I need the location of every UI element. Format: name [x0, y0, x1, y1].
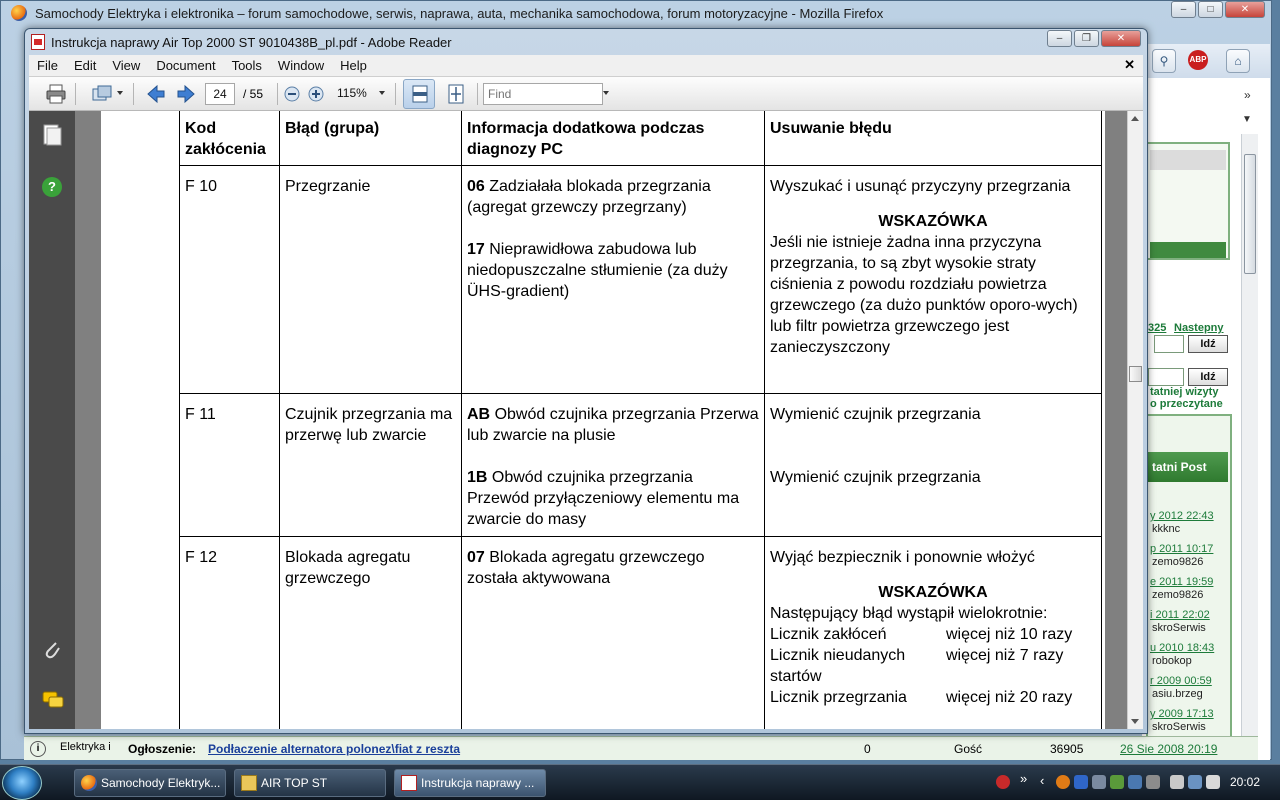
bluetooth-icon[interactable]: [1074, 775, 1088, 789]
adobe-reader-window: [24, 28, 1148, 734]
last-post-user[interactable]: skroSerwis: [1152, 622, 1206, 634]
hint-text: Następujący błąd wystąpił wielokrotnie:: [770, 605, 1048, 622]
device-icon[interactable]: [1110, 775, 1124, 789]
column-header: Błąd (grupa): [280, 111, 462, 166]
table-row: [180, 394, 1102, 537]
fit-width-button[interactable]: [403, 79, 435, 109]
zoom-in-icon[interactable]: [305, 83, 327, 105]
hint-title: WSKAZÓWKA: [878, 213, 988, 230]
help-icon[interactable]: ?: [42, 177, 62, 197]
hint-title: WSKAZÓWKA: [878, 584, 988, 601]
last-post-date-link[interactable]: y 2009 17:13: [1150, 708, 1214, 720]
error-code: F 12: [180, 537, 280, 730]
find-dropdown-icon[interactable]: [603, 91, 609, 95]
spacer: [467, 446, 759, 467]
diagnostic-code: 07: [467, 549, 485, 566]
last-post-user[interactable]: asiu.brzeg: [1152, 688, 1203, 700]
chevron-down-icon[interactable]: ▼: [1242, 114, 1252, 125]
diagnostic-code: 17: [467, 241, 485, 258]
toolbar-overflow-icon[interactable]: »: [1244, 88, 1251, 102]
network-adapter-icon[interactable]: [1092, 775, 1106, 789]
firefox-scrollbar-thumb[interactable]: [1244, 154, 1256, 274]
page-jump-input[interactable]: [1154, 335, 1184, 353]
last-post-date-link[interactable]: i 2011 22:02: [1150, 609, 1210, 621]
firefox-logo-icon: [11, 5, 27, 21]
toolbar-separator: [75, 83, 76, 105]
go-button-2[interactable]: Idź: [1188, 368, 1228, 386]
taskbar: [0, 764, 1280, 800]
minimize-button[interactable]: –: [1171, 1, 1196, 18]
attachments-icon[interactable]: [42, 637, 62, 661]
error-group: Przegrzanie: [280, 166, 462, 394]
firefox-title-bar[interactable]: [1, 1, 1271, 25]
menu-edit[interactable]: Edit: [73, 58, 97, 73]
table-row: [180, 166, 1102, 394]
scroll-up-icon[interactable]: [1131, 116, 1139, 121]
document-scrollbar[interactable]: [1127, 111, 1143, 729]
toolbar-separator: [477, 83, 478, 105]
tray-overflow-icon[interactable]: »: [1020, 771, 1028, 786]
error-code: F 11: [180, 394, 280, 537]
firefox-window-controls: [1171, 1, 1265, 18]
volume-icon[interactable]: [1206, 775, 1220, 789]
diagnostic-code: 06: [467, 178, 485, 195]
comments-icon[interactable]: [41, 689, 65, 711]
counter-line: [770, 645, 1096, 687]
search-box-input[interactable]: [1148, 368, 1184, 386]
go-button[interactable]: Idź: [1188, 335, 1228, 353]
reader-menu-bar: [29, 55, 1143, 77]
reader-window-controls: [1047, 30, 1141, 47]
counter-line: [770, 624, 1096, 645]
last-post-user[interactable]: skroSerwis: [1152, 721, 1206, 733]
announcement-link[interactable]: Podłaczenie alternatora polonez\fiat z reszta: [208, 742, 461, 756]
last-post-user[interactable]: kkknc: [1152, 523, 1181, 535]
search-icon[interactable]: ⚲: [1152, 49, 1176, 73]
clock[interactable]: 20:02: [1229, 775, 1260, 789]
announcement-label: Ogłoszenie:: [128, 742, 197, 756]
last-post-date[interactable]: 26 Sie 2008 20:19: [1120, 742, 1218, 756]
column-header: Usuwanie błędu: [765, 111, 1102, 166]
error-group: Blokada agregatu grzewczego: [280, 537, 462, 730]
reader-close-button[interactable]: ✕: [1101, 30, 1141, 47]
hint-text: Jeśli nie istnieje żadna inna przyczyna przegrzania, to są zbyt wysokie straty ciśnienia z powodu rozdziału powietrza grzewczego (za dużo punktów oporo-wych) lub filtr powietrza grzewczego jest zanieczyszczony: [770, 234, 1078, 356]
system-tray: [990, 765, 1280, 800]
forum-name[interactable]: Elektryka i: [60, 741, 111, 753]
counter-value: więcej niż 7 razy: [946, 647, 1064, 664]
previous-page-icon[interactable]: [145, 83, 167, 105]
fix-text: Wyjąć bezpiecznik i ponownie włożyć: [770, 549, 1035, 566]
close-button[interactable]: ✕: [1225, 1, 1265, 18]
diagnostic-text: Obwód czujnika przegrzania Przerwa lub zwarcie na plusie: [467, 406, 759, 444]
network-icon[interactable]: [1188, 775, 1202, 789]
pages-icon[interactable]: [42, 123, 62, 147]
firefox-window-title: Samochody Elektryka i elektronika – forum samochodowe, serwis, naprawa, auta, mechanika samochodowa, forum motoryzacyjne - Mozilla Firefox: [35, 5, 884, 21]
zoom-level[interactable]: 115%: [337, 86, 367, 100]
menu-window[interactable]: Window: [277, 58, 325, 73]
fix-instructions: [765, 166, 1102, 394]
counter-line: [770, 687, 1096, 708]
mark-read-link[interactable]: o przeczytane: [1150, 398, 1223, 410]
taskbar-item-reader[interactable]: [394, 769, 546, 797]
pdf-file-icon: [31, 34, 45, 50]
table-header-row: [180, 111, 1102, 166]
error-code: F 10: [180, 166, 280, 394]
zoom-out-icon[interactable]: [281, 83, 303, 105]
firefox-logo-icon: [81, 775, 97, 791]
last-post-date-link[interactable]: e 2011 19:59: [1150, 576, 1214, 588]
last-post-date-link[interactable]: p 2011 10:17: [1150, 543, 1214, 555]
diagnostic-text: Obwód czujnika przegrzania Przewód przyłączeniowy elementu ma zwarcie do masy: [467, 469, 740, 528]
update-icon[interactable]: [1056, 775, 1070, 789]
error-group: Czujnik przegrzania ma przerwę lub zwarcie: [280, 394, 462, 537]
toolbar-separator: [133, 83, 134, 105]
diagnostic-code: 1B: [467, 469, 488, 486]
folder-icon: [241, 775, 257, 791]
last-post-user[interactable]: robokop: [1152, 655, 1192, 667]
topic-author: Gość: [954, 742, 983, 756]
zoom-dropdown-icon[interactable]: [379, 91, 385, 95]
reader-minimize-button[interactable]: –: [1047, 30, 1072, 47]
menu-file[interactable]: File: [37, 58, 58, 73]
error-code-table: [179, 111, 1102, 729]
adblock-icon[interactable]: ABP: [1188, 50, 1208, 70]
pager-next-link[interactable]: Nastepny: [1174, 322, 1224, 334]
diagnostic-text: Nieprawidłowa zabudowa lub niedopuszczalne stłumienie (za duży ÜHS-gradient): [467, 241, 728, 300]
reader-toolbar: [29, 77, 1143, 111]
diagnostic-info: [462, 537, 765, 730]
firefox-scrollbar[interactable]: [1241, 134, 1258, 760]
diagnostic-text: Zadziałała blokada przegrzania (agregat grzewczy przegrzany): [467, 178, 711, 216]
taskbar-item-firefox[interactable]: [74, 769, 226, 797]
fit-page-icon[interactable]: [445, 83, 467, 105]
views-count: 36905: [1050, 742, 1084, 756]
counter-value: więcej niż 10 razy: [946, 626, 1073, 643]
pager-number-link[interactable]: 325: [1148, 322, 1167, 334]
pdf-page: [101, 111, 1105, 729]
menu-help[interactable]: Help: [340, 58, 367, 73]
taskbar-item-label: AIR TOP ST: [261, 776, 328, 790]
forum-box-header: [1150, 150, 1226, 170]
forum-topic-row: [24, 736, 1258, 760]
fix-instructions: [765, 537, 1102, 730]
menu-document[interactable]: Document: [156, 58, 216, 73]
fix-text: Wymienić czujnik przegrzania: [770, 469, 981, 486]
collaborate-dropdown-icon[interactable]: [117, 91, 123, 95]
taskbar-item-label: Instrukcja naprawy ...: [421, 776, 535, 790]
pdf-file-icon: [401, 775, 417, 791]
last-post-date-link[interactable]: r 2009 00:59: [1150, 675, 1212, 687]
wireless-icon[interactable]: [1128, 775, 1142, 789]
last-post-user[interactable]: zemo9826: [1152, 556, 1204, 568]
tray-expand-icon[interactable]: ‹: [1040, 773, 1045, 788]
gadget-icon[interactable]: [1146, 775, 1160, 789]
menu-tools[interactable]: Tools: [231, 58, 262, 73]
fix-instructions: [765, 394, 1102, 537]
diagnostic-code: AB: [467, 406, 491, 423]
replies-count: 0: [864, 742, 871, 756]
battery-icon[interactable]: [1170, 775, 1184, 789]
diagnostic-text: Blokada agregatu grzewczego została aktywowana: [467, 549, 705, 587]
print-icon[interactable]: [45, 83, 67, 105]
counter-value: więcej niż 20 razy: [946, 689, 1073, 706]
toolbar-separator: [395, 83, 396, 105]
spacer: [467, 218, 759, 239]
diagnostic-info: [462, 166, 765, 394]
home-icon[interactable]: ⌂: [1226, 49, 1250, 73]
last-post-date-link[interactable]: y 2012 22:43: [1150, 510, 1214, 522]
column-header: Kod zakłócenia: [180, 111, 280, 166]
reader-window-title: Instrukcja naprawy Air Top 2000 ST 9010438B_pl.pdf - Adobe Reader: [51, 34, 452, 50]
info-icon: i: [30, 741, 46, 757]
toolbar-separator: [277, 83, 278, 105]
document-view[interactable]: [75, 111, 1127, 729]
forum-box-bar: [1150, 242, 1226, 258]
reader-restore-button[interactable]: ❐: [1074, 30, 1099, 47]
spacer: [770, 197, 1096, 211]
scroll-down-icon[interactable]: [1131, 719, 1139, 724]
counter-name: Licznik nieudanych startów: [770, 647, 906, 685]
taskbar-item-label: Samochody Elektryk...: [101, 776, 221, 790]
fix-text: Wyszukać i usunąć przyczyny przegrzania: [770, 178, 1071, 195]
antivirus-icon[interactable]: [996, 775, 1010, 789]
next-page-icon[interactable]: [175, 83, 197, 105]
document-close-icon[interactable]: ✕: [1124, 57, 1135, 72]
last-post-date-link[interactable]: u 2010 18:43: [1150, 642, 1215, 654]
document-scrollbar-thumb[interactable]: [1129, 366, 1142, 382]
reader-title-bar[interactable]: [25, 29, 1147, 55]
fix-text: Wymienić czujnik przegrzania: [770, 406, 981, 423]
counter-name: Licznik przegrzania: [770, 689, 907, 706]
table-row: [180, 537, 1102, 730]
collaborate-icon[interactable]: [91, 83, 113, 105]
maximize-button[interactable]: □: [1198, 1, 1223, 18]
page-total: / 55: [243, 87, 264, 101]
menu-view[interactable]: View: [112, 58, 141, 73]
last-visit-link[interactable]: tatniej wizyty: [1150, 386, 1219, 398]
taskbar-item-folder[interactable]: [234, 769, 386, 797]
diagnostic-info: [462, 394, 765, 537]
navigation-pane: [29, 111, 75, 729]
find-input[interactable]: [483, 83, 603, 105]
last-post-user[interactable]: zemo9826: [1152, 589, 1204, 601]
page-number-input[interactable]: 24: [205, 83, 235, 105]
fit-width-icon: [410, 84, 430, 104]
last-post-header: tatni Post: [1146, 452, 1228, 482]
counter-name: Licznik zakłóceń: [770, 626, 887, 643]
start-button[interactable]: [2, 766, 42, 800]
spacer: [770, 568, 1096, 582]
column-header: Informacja dodatkowa podczas diagnozy PC: [462, 111, 765, 166]
